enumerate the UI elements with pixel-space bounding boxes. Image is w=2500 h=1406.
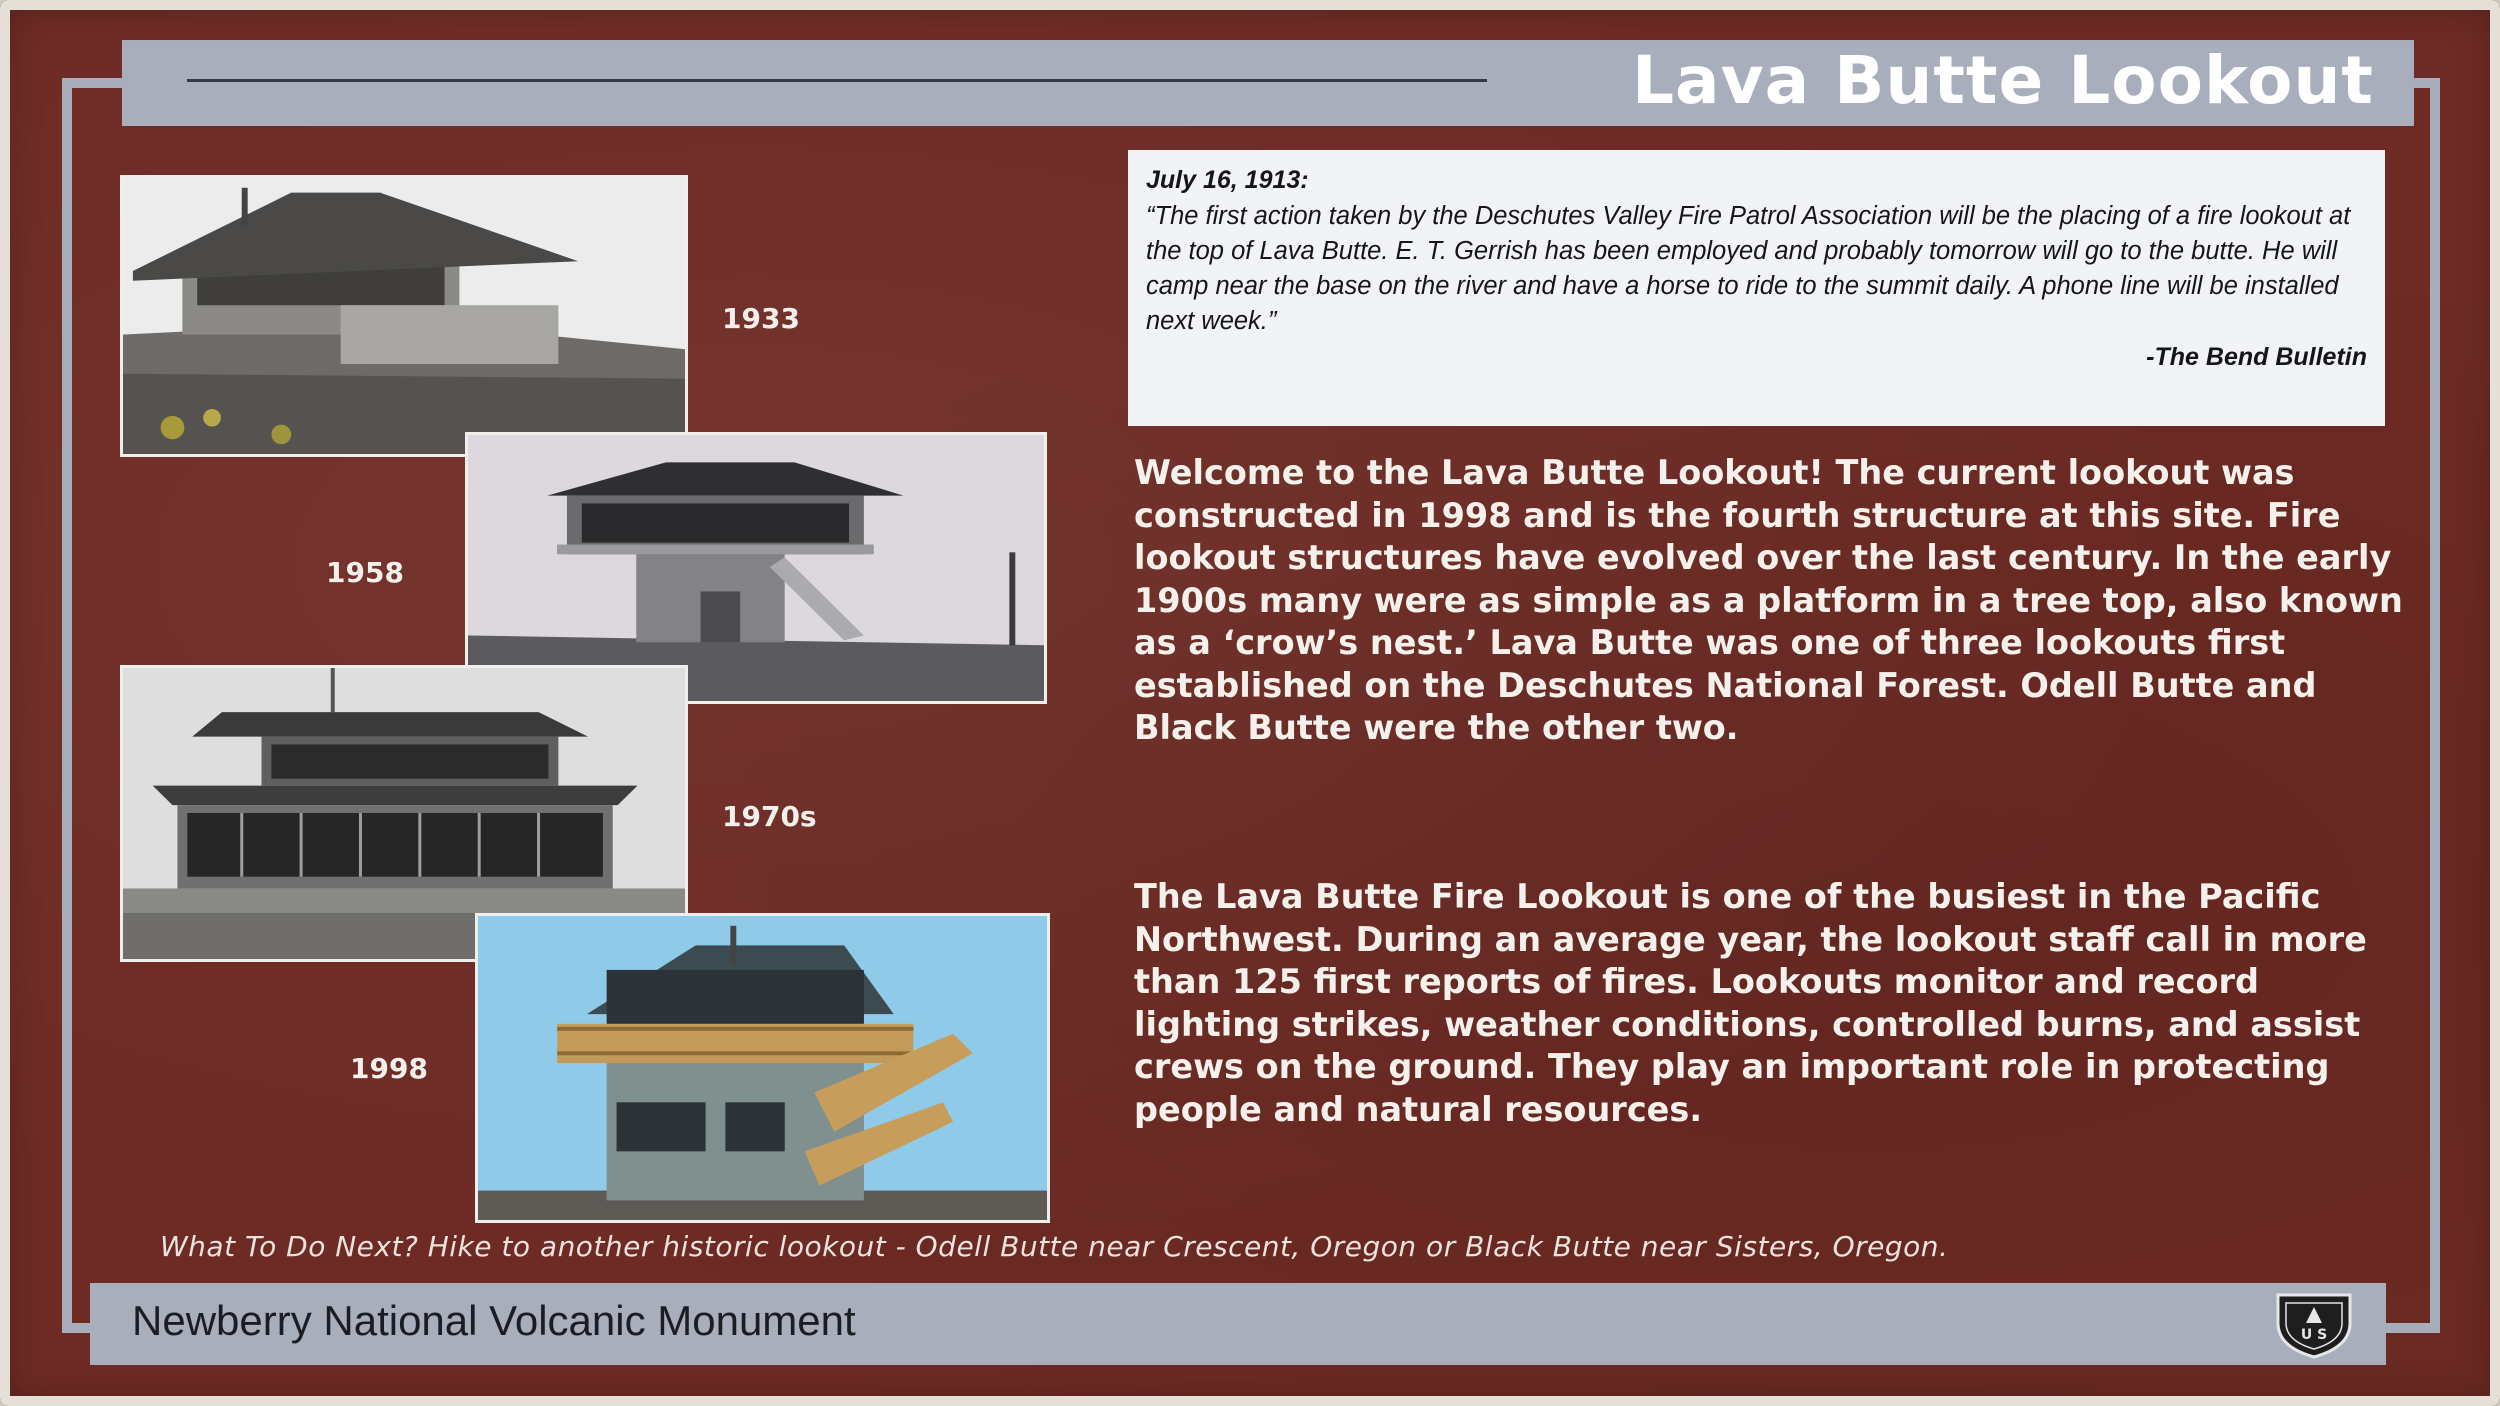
photo-1933	[120, 175, 688, 457]
title-bar	[122, 40, 2414, 126]
photo-1998	[475, 913, 1050, 1223]
year-label-1958: 1958	[326, 556, 404, 589]
sign-title: Lava Butte Lookout	[1631, 42, 2374, 119]
quote-date: July 16, 1913:	[1146, 166, 1309, 194]
monument-name: Newberry National Volcanic Monument	[132, 1297, 856, 1344]
year-label-1970s: 1970s	[722, 800, 817, 833]
badge-letters: U S	[2300, 1327, 2328, 1343]
lookout-1998-image	[478, 916, 1047, 1220]
quote-text: “The first action taken by the Deschutes Valley Fire Patrol Association will be the placing of a fire lookout at the top of Lava Butte. E. T. Gerrish has been employed and probably tomorrow will go to the butte. He will camp near the base on the river and have a horse to ride to the summit daily. A phone line will be installed next week.”	[1146, 202, 2351, 335]
year-label-1998: 1998	[350, 1052, 428, 1085]
forest-service-shield-icon	[2272, 1289, 2356, 1359]
title-rule	[187, 79, 1487, 82]
lookout-1958-image	[468, 435, 1044, 701]
busiest-lookout-paragraph: The Lava Butte Fire Lookout is one of the busiest in the Pacific Northwest. During an average year, the lookout staff call in more than 125 first reports of fires. Lookouts monitor and record lighting strikes, weather conditions, controlled burns, and assist crews on the ground. They play an important role in protecting people and natural resources.	[1134, 877, 2367, 1129]
what-to-do-next-text: What To Do Next? Hike to another historic lookout - Odell Butte near Crescent, Oregon or Black Butte near Sisters, Oregon.	[160, 1230, 1949, 1263]
quote-source: -The Bend Bulletin	[2146, 343, 2367, 371]
year-label-1933: 1933	[722, 302, 800, 335]
lookout-1933-image	[123, 178, 685, 454]
welcome-paragraph: Welcome to the Lava Butte Lookout! The current lookout was constructed in 1998 and is the fourth structure at this site. Fire lookout structures have evolved over the last century. In the early 1900s many were as simple as a platform in a tree top, also known as a ‘crow’s nest.’ Lava Butte was one of three lookouts first established on the Deschutes National Forest. Odell Butte and Black Butte were the other two.	[1134, 453, 2403, 747]
historical-quote-box	[1128, 150, 2385, 426]
photo-1958	[465, 432, 1047, 704]
footer-bar	[90, 1283, 2386, 1365]
shield-graphic	[2272, 1289, 2356, 1359]
